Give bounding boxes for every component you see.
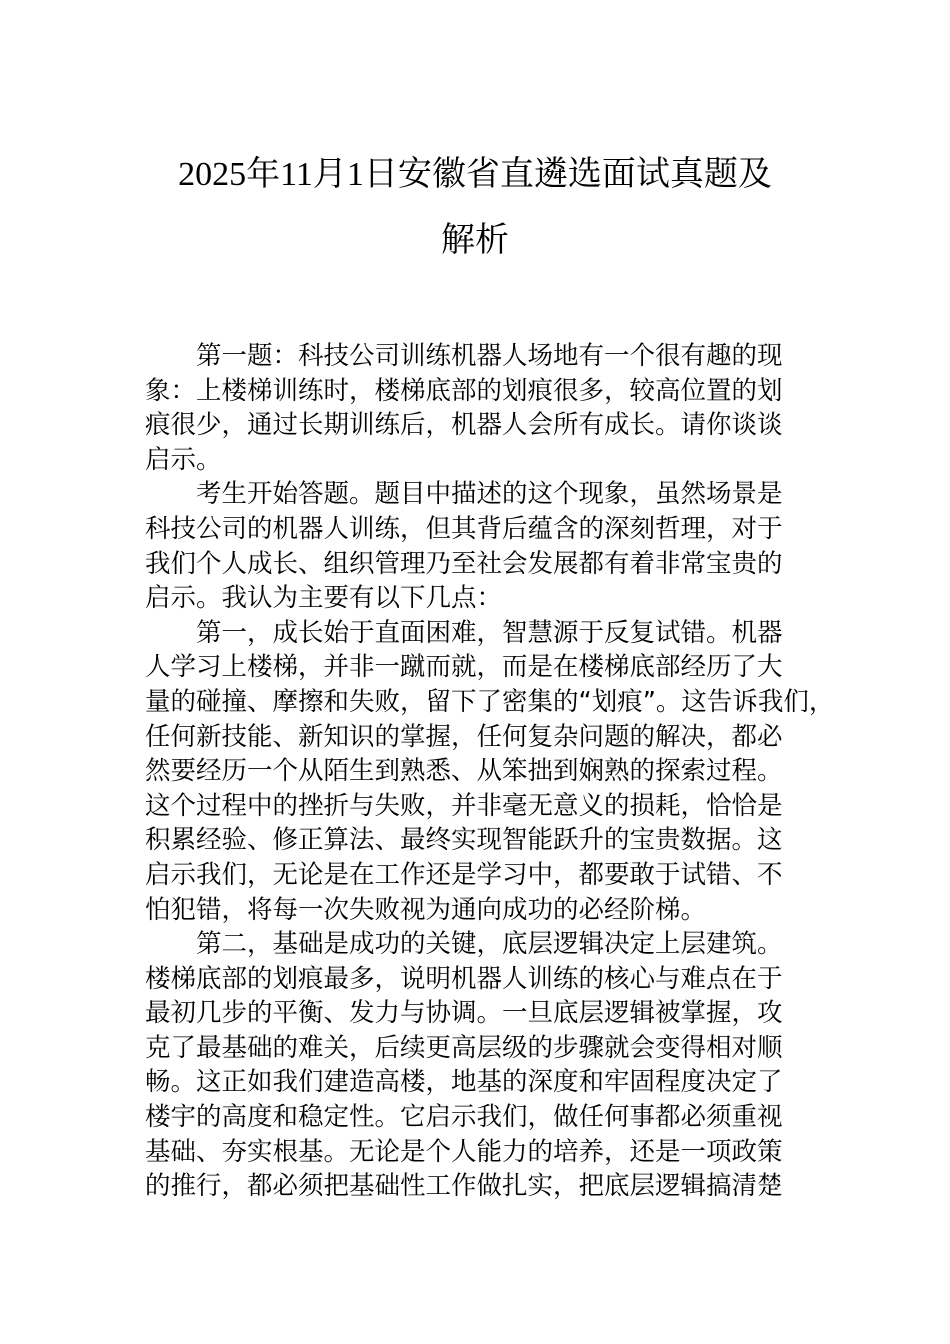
paragraph-line: 第一，成长始于直面困难，智慧源于反复试错。机器 (196, 617, 783, 648)
paragraph-line: 量的碰撞、摩擦和失败，留下了密集的“划痕”。这告诉我们， (145, 686, 835, 717)
paragraph-line: 最初几步的平衡、发力与协调。一旦底层逻辑被掌握，攻 (145, 998, 783, 1029)
paragraph-line: 启示。我认为主要有以下几点： (145, 583, 503, 614)
document-body (145, 339, 835, 1204)
paragraph (145, 477, 825, 615)
document-title-line-1: 2025年11月1日安徽省直遴选面试真题及 (178, 156, 772, 193)
paragraph-line: 第二，基础是成功的关键，底层逻辑决定上层建筑。 (196, 929, 783, 960)
paragraph (145, 616, 835, 927)
paragraph-line: 象：上楼梯训练时，楼梯底部的划痕很多，较高位置的划 (145, 375, 783, 406)
paragraph-line: 基础、夯实根基。无论是个人能力的培养，还是一项政策 (145, 1136, 783, 1167)
paragraph-line: 积累经验、修正算法、最终实现智能跃升的宝贵数据。这 (145, 825, 783, 856)
paragraph (145, 927, 825, 1204)
paragraph-line: 考生开始答题。题目中描述的这个现象，虽然场景是 (196, 479, 783, 510)
paragraph-line: 畅。这正如我们建造高楼，地基的深度和牢固程度决定了 (145, 1067, 783, 1098)
paragraph-line: 怕犯错，将每一次失败视为通向成功的必经阶梯。 (145, 894, 707, 925)
document-title-line-2: 解析 (441, 222, 509, 259)
paragraph-line: 楼宇的高度和稳定性。它启示我们，做任何事都必须重视 (145, 1102, 783, 1133)
paragraph-line: 的推行，都必须把基础性工作做扎实，把底层逻辑搞清楚 (145, 1171, 783, 1202)
paragraph-line: 任何新技能、新知识的掌握，任何复杂问题的解决，都必 (145, 721, 783, 752)
paragraph-line: 第一题：科技公司训练机器人场地有一个很有趣的现 (196, 341, 783, 371)
paragraph-line: 科技公司的机器人训练，但其背后蕴含的深刻哲理，对于 (145, 513, 783, 544)
paragraph-line: 痕很少，通过长期训练后，机器人会所有成长。请你谈谈 (145, 410, 783, 441)
paragraph (145, 339, 825, 477)
paragraph-line: 楼梯底部的划痕最多，说明机器人训练的核心与难点在于 (145, 963, 783, 994)
paragraph-line: 然要经历一个从陌生到熟悉、从笨拙到娴熟的探索过程。 (145, 756, 783, 787)
paragraph-line: 人学习上楼梯，并非一蹴而就，而是在楼梯底部经历了大 (145, 652, 783, 683)
paragraph-line: 我们个人成长、组织管理乃至社会发展都有着非常宝贵的 (145, 548, 783, 579)
paragraph-line: 启示。 (145, 444, 222, 475)
paragraph-line: 启示我们，无论是在工作还是学习中，都要敢于试错、不 (145, 859, 783, 890)
paragraph-line: 这个过程中的挫折与失败，并非毫无意义的损耗，恰恰是 (145, 790, 783, 821)
paragraph-line: 克了最基础的难关，后续更高层级的步骤就会变得相对顺 (145, 1032, 783, 1063)
